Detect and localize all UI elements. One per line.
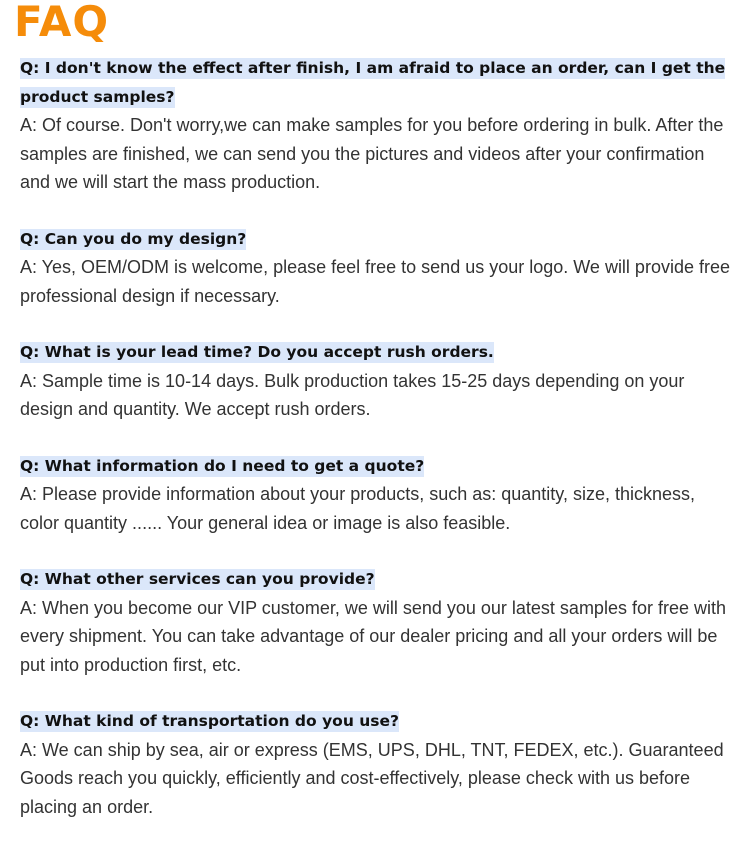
faq-item (20, 54, 732, 197)
faq-question-text: Q: What other services can you provide? (20, 570, 375, 588)
faq-item (20, 565, 732, 679)
faq-question (20, 452, 732, 481)
faq-question (20, 54, 732, 111)
faq-answer: A: When you become our VIP customer, we will send you our latest samples for free with every shipment. You can take advantage of our dealer pricing and all your orders will be put into production first, etc. (20, 597, 726, 675)
faq-question (20, 707, 732, 736)
faq-question-text: Q: I don't know the effect after finish, I am afraid to place an order, can I get the product samples? (20, 59, 726, 106)
faq-answer: A: Sample time is 10-14 days. Bulk production takes 15-25 days depending on your design and quantity. We accept rush orders. (20, 370, 685, 419)
faq-question-text: Q: Can you do my design? (20, 229, 247, 248)
faq-question (20, 565, 732, 594)
faq-question-text: Q: What is your lead time? Do you accept rush orders. (20, 343, 494, 361)
faq-answer: A: Of course. Don't worry,we can make samples for you before ordering in bulk. After the samples are finished, we can send you the pictures and videos after your confirmation and we will start the mass production. (20, 115, 724, 192)
faq-question-text: Q: What kind of transportation do you use? (20, 712, 400, 730)
faq-answer: A: We can ship by sea, air or express (EMS, UPS, DHL, TNT, FEDEX, etc.). Guaranteed Goods reach you quickly, efficiently and cost-effectively, please check with us before placing an order. (20, 739, 724, 817)
faq-answer: A: Please provide information about your products, such as: quantity, size, thickness, color quantity ...... Your general idea or image is also feasible. (20, 484, 696, 533)
faq-question (20, 338, 732, 367)
faq-item (20, 707, 732, 821)
faq-question (20, 225, 732, 254)
page-title: FAQ (14, 0, 110, 46)
faq-item (20, 452, 732, 538)
faq-item (20, 338, 732, 424)
faq-question-text: Q: What information do I need to get a quote? (20, 456, 425, 475)
faq-list (20, 54, 732, 849)
faq-item (20, 225, 732, 311)
faq-answer: A: Yes, OEM/ODM is welcome, please feel free to send us your logo. We will provide free professional design if necessary. (20, 257, 730, 306)
